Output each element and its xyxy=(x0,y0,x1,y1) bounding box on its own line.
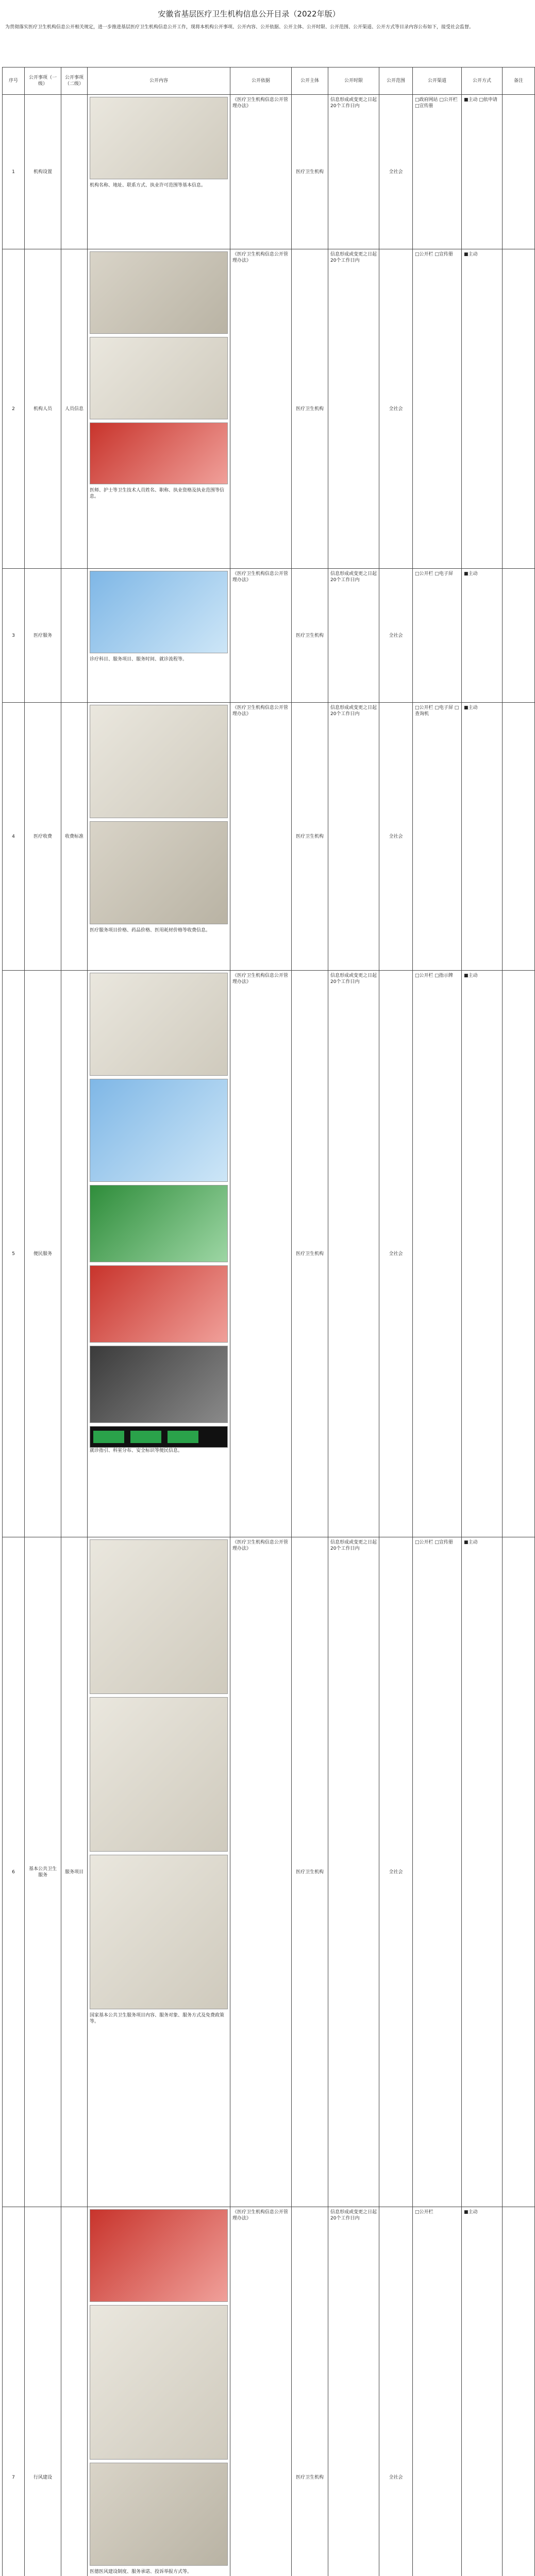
exit-sign-strip xyxy=(90,1426,228,1448)
row-time: 信息形成或变更之日起20个工作日内 xyxy=(328,95,379,249)
row-time: 信息形成或变更之日起20个工作日内 xyxy=(328,971,379,1537)
row-subject: 医疗卫生机构 xyxy=(292,971,328,1537)
content-image xyxy=(90,2305,228,2460)
row-seq: 6 xyxy=(3,1537,25,2207)
row-scope: 全社会 xyxy=(379,95,413,249)
row-note xyxy=(503,1537,535,2207)
row-subject: 医疗卫生机构 xyxy=(292,703,328,971)
row-subject: 医疗卫生机构 xyxy=(292,1537,328,2207)
row-scope: 全社会 xyxy=(379,703,413,971)
row-l1: 医疗收费 xyxy=(25,703,61,971)
row-way: ■主动 xyxy=(462,971,503,1537)
row-note xyxy=(503,2207,535,2576)
row-l2: 收费标准 xyxy=(61,703,88,971)
header-subject: 公开主体 xyxy=(292,67,328,95)
row-way: ■主动 xyxy=(462,1537,503,2207)
row-seq: 2 xyxy=(3,249,25,569)
row-way: ■主动 xyxy=(462,2207,503,2576)
row-time: 信息形成或变更之日起20个工作日内 xyxy=(328,2207,379,2576)
row-l2: 服务项目 xyxy=(61,1537,88,2207)
row-seq: 1 xyxy=(3,95,25,249)
row-scope: 全社会 xyxy=(379,2207,413,2576)
row-basis: 《医疗卫生机构信息公开管理办法》 xyxy=(230,2207,292,2576)
content-image xyxy=(90,1855,228,2009)
content-image xyxy=(90,97,228,179)
header-note: 备注 xyxy=(503,67,535,95)
header-channel: 公开渠道 xyxy=(413,67,462,95)
header-seq: 序号 xyxy=(3,67,25,95)
header-scope: 公开范围 xyxy=(379,67,413,95)
row-basis: 《医疗卫生机构信息公开管理办法》 xyxy=(230,95,292,249)
row-subject: 医疗卫生机构 xyxy=(292,2207,328,2576)
row-l2 xyxy=(61,569,88,703)
row-time: 信息形成或变更之日起20个工作日内 xyxy=(328,703,379,971)
table-row xyxy=(3,2207,535,2576)
header-basis: 公开依据 xyxy=(230,67,292,95)
row-l2: 人员信息 xyxy=(61,249,88,569)
content-image xyxy=(90,973,228,1076)
row-content: 诊疗科目、服务项目、服务时间、就诊流程等。 xyxy=(90,657,188,662)
row-basis: 《医疗卫生机构信息公开管理办法》 xyxy=(230,1537,292,2207)
row-basis: 《医疗卫生机构信息公开管理办法》 xyxy=(230,249,292,569)
row-content: 医德医风建设制度、服务承诺、投诉举报方式等。 xyxy=(90,2569,192,2574)
content-image xyxy=(90,422,228,484)
row-basis: 《医疗卫生机构信息公开管理办法》 xyxy=(230,703,292,971)
row-l1: 便民服务 xyxy=(25,971,61,1537)
disclosure-table xyxy=(2,67,535,2576)
row-note xyxy=(503,569,535,703)
table-row xyxy=(3,249,535,569)
content-image xyxy=(90,1346,228,1423)
table-row xyxy=(3,703,535,971)
row-scope: 全社会 xyxy=(379,249,413,569)
content-image xyxy=(90,337,228,419)
content-image xyxy=(90,1697,228,1852)
table-row xyxy=(3,569,535,703)
row-l1: 机构设置 xyxy=(25,95,61,249)
row-l2 xyxy=(61,95,88,249)
row-note xyxy=(503,703,535,971)
row-way: ■主动 xyxy=(462,703,503,971)
row-basis: 《医疗卫生机构信息公开管理办法》 xyxy=(230,971,292,1537)
header-content: 公开内容 xyxy=(88,67,230,95)
content-image xyxy=(90,251,228,334)
row-subject: 医疗卫生机构 xyxy=(292,569,328,703)
row-l2 xyxy=(61,2207,88,2576)
row-channel: □公开栏 □电子屏 xyxy=(413,569,462,703)
row-l1: 基本公共卫生服务 xyxy=(25,1537,61,2207)
header-time: 公开时限 xyxy=(328,67,379,95)
row-content: 医疗服务项目价格、药品价格、医用耗材价格等收费信息。 xyxy=(90,928,211,933)
content-image xyxy=(90,2209,228,2302)
row-content: 国家基本公共卫生服务项目内容、服务对象、服务方式及免费政策等。 xyxy=(90,2013,225,2024)
row-channel: □公开栏 □电子屏 □查询机 xyxy=(413,703,462,971)
content-image xyxy=(90,1539,228,1694)
row-channel: □公开栏 □指示牌 xyxy=(413,971,462,1537)
header-l2: 公开事项（二级） xyxy=(61,67,88,95)
content-image xyxy=(90,705,228,818)
row-subject: 医疗卫生机构 xyxy=(292,249,328,569)
row-l1: 行风建设 xyxy=(25,2207,61,2576)
content-image xyxy=(90,1265,228,1343)
content-image xyxy=(90,1185,228,1262)
row-seq: 5 xyxy=(3,971,25,1537)
row-basis: 《医疗卫生机构信息公开管理办法》 xyxy=(230,569,292,703)
row-l2 xyxy=(61,971,88,1537)
table-row xyxy=(3,1537,535,2207)
row-scope: 全社会 xyxy=(379,1537,413,2207)
content-image xyxy=(90,821,228,924)
row-channel: □公开栏 □宣传册 xyxy=(413,1537,462,2207)
content-image xyxy=(90,1079,228,1182)
row-l1: 医疗服务 xyxy=(25,569,61,703)
row-scope: 全社会 xyxy=(379,569,413,703)
table-header-row xyxy=(3,67,535,95)
row-way: ■主动 xyxy=(462,569,503,703)
content-image xyxy=(90,571,228,653)
row-channel: □政府网站 □公开栏 □宣传册 xyxy=(413,95,462,249)
row-time: 信息形成或变更之日起20个工作日内 xyxy=(328,1537,379,2207)
row-note xyxy=(503,249,535,569)
row-seq: 3 xyxy=(3,569,25,703)
row-subject: 医疗卫生机构 xyxy=(292,95,328,249)
row-note xyxy=(503,95,535,249)
header-way: 公开方式 xyxy=(462,67,503,95)
row-way: ■主动 xyxy=(462,249,503,569)
table-row xyxy=(3,971,535,1537)
row-l1: 机构人员 xyxy=(25,249,61,569)
row-time: 信息形成或变更之日起20个工作日内 xyxy=(328,249,379,569)
row-seq: 4 xyxy=(3,703,25,971)
row-content: 就诊指引、科室分布、安全标识等便民信息。 xyxy=(90,1448,183,1453)
row-seq: 7 xyxy=(3,2207,25,2576)
intro-text: 为贯彻落实医疗卫生机构信息公开相关规定，进一步推进基层医疗卫生机构信息公开工作，现将本机构公开事项、公开内容、公开依据、公开主体、公开时限、公开范围、公开渠道、公开方式等目录内容公布如下，接受社会监督。 xyxy=(5,25,474,30)
page-title: 安徽省基层医疗卫生机构信息公开目录（2022年版） xyxy=(158,9,340,19)
header-l1: 公开事项（一级） xyxy=(25,67,61,95)
row-way: ■主动 □依申请 xyxy=(462,95,503,249)
row-scope: 全社会 xyxy=(379,971,413,1537)
row-content: 机构名称、地址、联系方式、执业许可范围等基本信息。 xyxy=(90,183,206,188)
row-time: 信息形成或变更之日起20个工作日内 xyxy=(328,569,379,703)
row-channel: □公开栏 xyxy=(413,2207,462,2576)
table-row xyxy=(3,95,535,249)
content-image xyxy=(90,2463,228,2566)
row-channel: □公开栏 □宣传册 xyxy=(413,249,462,569)
row-content: 医师、护士等卫生技术人员姓名、职称、执业资格及执业范围等信息。 xyxy=(90,488,225,499)
row-note xyxy=(503,971,535,1537)
